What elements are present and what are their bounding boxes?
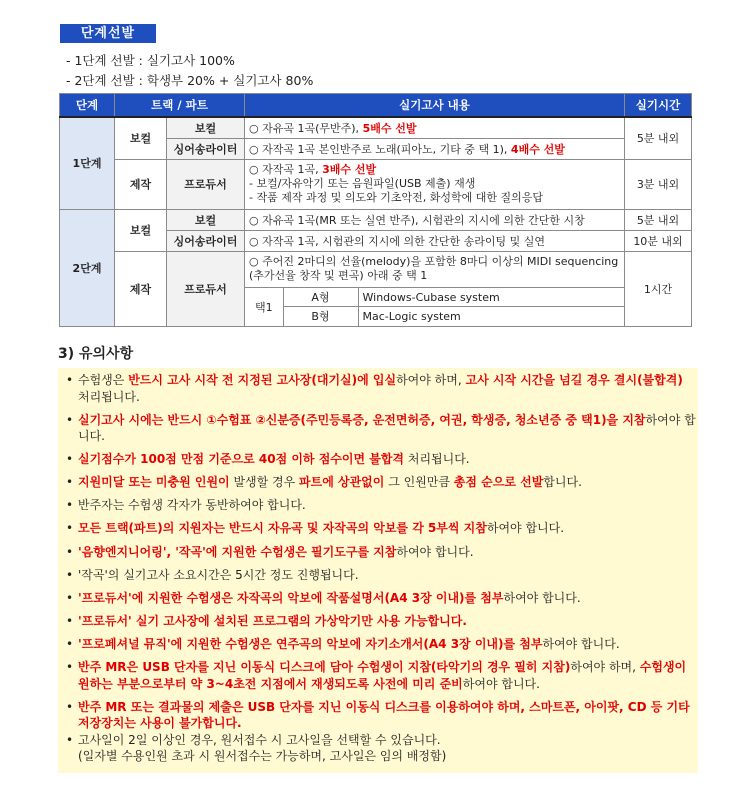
note-item: • 실기고사 시에는 반드시 ①수험표 ②신분증(주민등록증, 운전면허증, 여권, 학생증, 청소년증 중 택1)을 지참하여야 합니다. bbox=[66, 412, 696, 445]
content-s1-producer: ○ 자작곡 1곡, 3배수 선발 - 보컬/자유악기 또는 음원파일(USB 제출) 재생 - 작품 제작 과정 및 의도와 기초악전, 화성학에 대한 질의응답 bbox=[245, 159, 625, 209]
stage-1-cell: 1단계 bbox=[60, 117, 115, 209]
note-item: • '프로듀서' 실기 고사장에 설치된 프로그램의 가상악기만 사용 가능합니다. bbox=[66, 613, 696, 630]
note-item: • 반주 MR은 USB 단자를 지닌 이동식 디스크에 담아 수험생이 지참(타악기의 경우 필히 지참)하여야 하며, 수험생이 원하는 부분으로부터 약 3~4초전 지점에서 재생되도록 사전에 미리 준비하여야 합니다. bbox=[66, 659, 696, 692]
note-item: • 반주자는 수험생 각자가 동반하여야 합니다. bbox=[66, 497, 696, 514]
col-header-content: 실기고사 내용 bbox=[245, 94, 625, 118]
content-s2-vocal: ○ 자유곡 1곡(MR 또는 실연 반주), 시험관의 지시에 의한 간단한 시창 bbox=[245, 209, 625, 230]
part-producer-2: 프로듀서 bbox=[167, 251, 245, 326]
selection-line-1: - 1단계 선발 : 실기고사 100% bbox=[66, 53, 235, 68]
selection-line-2: - 2단계 선발 : 학생부 20% + 실기고사 80% bbox=[66, 73, 314, 88]
note-item: • '프로페셔널 뮤직'에 지원한 수험생은 연주곡의 악보에 자기소개서(A4 3장 이내)를 첨부하여야 합니다. bbox=[66, 636, 696, 653]
section-heading: 단계선발 bbox=[60, 24, 156, 43]
col-header-time: 실기시간 bbox=[625, 94, 692, 118]
note-item: • 지원미달 또는 미충원 인원이 발생할 경우 파트에 상관없이 그 인원만큼 총점 순으로 선발합니다. bbox=[66, 474, 696, 491]
producer-options-table bbox=[245, 287, 624, 326]
col-header-stage: 단계 bbox=[60, 94, 115, 118]
content-s1-singer: ○ 자작곡 1곡 본인반주로 노래(피아노, 기타 중 택 1), 4배수 선발 bbox=[245, 138, 625, 159]
option-a-value: Windows-Cubase system bbox=[358, 288, 624, 307]
track-vocal-2: 보컬 bbox=[115, 209, 167, 251]
notes-list bbox=[66, 372, 696, 765]
part-singer-2: 싱어송라이터 bbox=[167, 230, 245, 251]
option-b-label: B형 bbox=[283, 307, 358, 326]
track-produce-1: 제작 bbox=[115, 159, 167, 209]
col-header-track: 트랙 / 파트 bbox=[115, 94, 245, 118]
note-item: • 반주 MR 또는 결과물의 제출은 USB 단자를 지닌 이동식 디스크를 이용하여야 하며, 스마트폰, 아이팟, CD 등 기타 저장장치는 사용이 불가합니다. bbox=[66, 699, 696, 732]
time-s1-producer: 3분 내외 bbox=[625, 159, 692, 209]
time-s2-vocal: 5분 내외 bbox=[625, 209, 692, 230]
note-item: • 수험생은 반드시 고사 시작 전 지정된 고사장(대기실)에 입실하여야 하며, 고사 시작 시간을 넘길 경우 결시(불합격) 처리됩니다. bbox=[66, 372, 696, 405]
content-s2-singer: ○ 자작곡 1곡, 시험관의 지시에 의한 간단한 송라이팅 및 실연 bbox=[245, 230, 625, 251]
note-item: • 실기점수가 100점 만점 기준으로 40점 이하 점수이면 불합격 처리됩니다. bbox=[66, 451, 696, 468]
time-s1-vocal: 5분 내외 bbox=[625, 117, 692, 159]
notes-title: 3) 유의사항 bbox=[58, 346, 134, 362]
option-a-label: A형 bbox=[283, 288, 358, 307]
exam-schedule-table bbox=[59, 93, 692, 327]
time-s2-singer: 10분 내외 bbox=[625, 230, 692, 251]
note-item: • '음향엔지니어링', '작곡'에 지원한 수험생은 필기도구를 지참하여야 합니다. bbox=[66, 544, 696, 561]
note-item: • '작곡'의 실기고사 소요시간은 5시간 정도 진행됩니다. bbox=[66, 567, 696, 584]
track-produce-2: 제작 bbox=[115, 251, 167, 326]
note-item: • '프로듀서'에 지원한 수험생은 자작곡의 악보에 작품설명서(A4 3장 이내)를 첨부하여야 합니다. bbox=[66, 590, 696, 607]
part-vocal-2: 보컬 bbox=[167, 209, 245, 230]
pick-one-label: 택1 bbox=[245, 288, 283, 326]
part-producer-1: 프로듀서 bbox=[167, 159, 245, 209]
part-vocal-1: 보컬 bbox=[167, 117, 245, 138]
time-s2-producer: 1시간 bbox=[625, 251, 692, 326]
stage-2-cell: 2단계 bbox=[60, 209, 115, 326]
part-singer-1: 싱어송라이터 bbox=[167, 138, 245, 159]
note-item: • 모든 트랙(파트)의 지원자는 반드시 자유곡 및 자작곡의 악보를 각 5부씩 지참하여야 합니다. bbox=[66, 520, 696, 537]
option-b-value: Mac-Logic system bbox=[358, 307, 624, 326]
note-item: • 고사일이 2일 이상인 경우, 원서접수 시 고사일을 선택할 수 있습니다. (일자별 수용인원 초과 시 원서접수는 가능하며, 고사일은 임의 배정함) bbox=[66, 732, 696, 765]
content-s2-producer: ○ 주어진 2마디의 선율(melody)을 포함한 8마디 이상의 MIDI sequencing (추가선율 창작 및 편곡) 아래 중 택 1 bbox=[245, 251, 625, 287]
track-vocal-1: 보컬 bbox=[115, 117, 167, 159]
content-s1-vocal: ○ 자유곡 1곡(무반주), 5배수 선발 bbox=[245, 117, 625, 138]
producer-options-cell bbox=[245, 287, 625, 326]
